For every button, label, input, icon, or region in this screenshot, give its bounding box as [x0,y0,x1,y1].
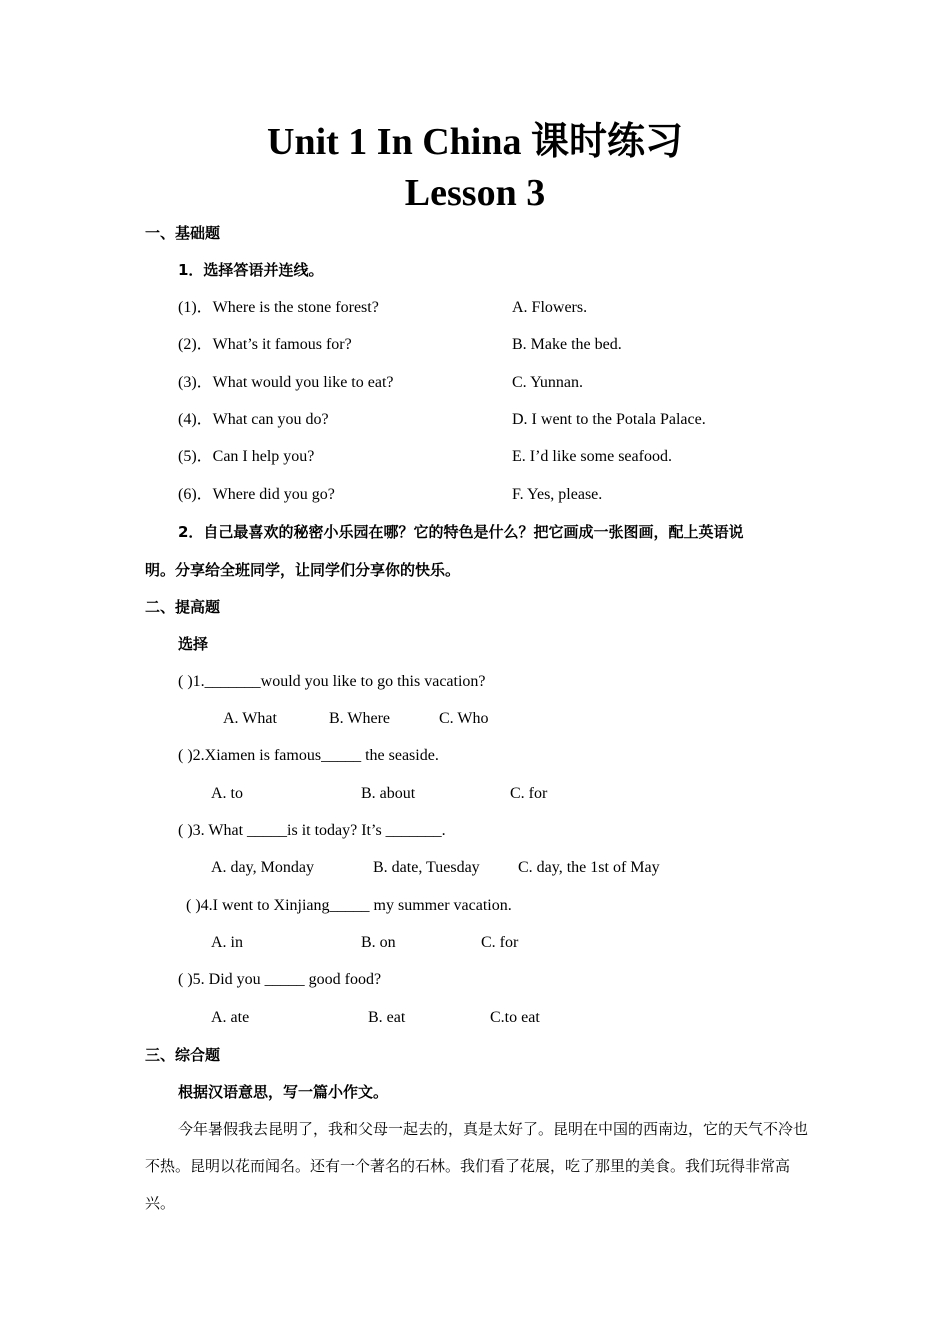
choice-option: A. to [211,785,243,802]
match-answer: F. Yes, please. [512,486,603,503]
choice-option: A. in [211,934,243,951]
match-answer: B. Make the bed. [512,336,622,353]
choice-option: C. day, the 1st of May [518,859,660,876]
choice-option: B. date, Tuesday [373,859,480,876]
choice-option: A. What [223,710,277,727]
match-question: (2)．What’s it famous for? [178,336,352,353]
choice-option: C. for [510,785,548,802]
choice-question-stem: ( )3. What _____is it today? It’s _______. [178,822,446,839]
question-2-line1: 2．自己最喜欢的秘密小乐园在哪？它的特色是什么？把它画成一张图画，配上英语说 [178,523,744,541]
match-answer: D. I went to the Potala Palace. [512,411,706,428]
match-question: (6)．Where did you go? [178,486,335,503]
question-1-prompt: 1．选择答语并连线。 [178,261,324,279]
choice-question-stem: ( )5. Did you _____ good food? [178,971,382,988]
match-question: (3)．What would you like to eat? [178,374,394,391]
composition-passage [145,1111,809,1222]
match-question: (5)．Can I help you? [178,448,315,465]
lesson-title: Lesson 3 [404,172,546,214]
choice-option: A. day, Monday [211,859,314,876]
section-heading-basic: 一、基础题 [145,224,221,242]
choice-option: C. Who [439,710,489,727]
section-heading-advanced: 二、提高题 [145,598,221,616]
choice-option: C. for [481,934,519,951]
choice-option: B. eat [368,1009,406,1026]
question-2-line2: 明。分享给全班同学，让同学们分享你的快乐。 [145,561,461,579]
choice-option: B. about [361,785,416,802]
match-question: (1)．Where is the stone forest? [178,299,379,316]
choice-question-stem: ( )2.Xiamen is famous_____ the seaside. [178,747,439,764]
choice-option: A. ate [211,1009,250,1026]
match-answer: A. Flowers. [512,299,588,316]
match-answer: C. Yunnan. [512,374,583,391]
worksheet-title: Unit 1 In China 课时练习 [267,121,683,163]
choice-subheading: 选择 [178,635,209,653]
choice-option: B. on [361,934,396,951]
match-question: (4)．What can you do? [178,411,329,428]
section-heading-comprehensive: 三、综合题 [145,1046,221,1064]
passage-text: 今年暑假我去昆明了，我和父母一起去的，真是太好了。昆明在中国的西南边，它的天气不冷也不热。昆明以花而闻名。还有一个著名的石林。我们看了花展，吃了那里的美食。我们玩得非常高兴。 [145,1120,809,1212]
choice-question-stem: ( )1._______would you like to go this vacation? [178,673,486,690]
choice-option: C.to eat [490,1009,540,1026]
choice-question-stem: ( )4.I went to Xinjiang_____ my summer vacation. [186,897,512,914]
choice-option: B. Where [329,710,391,727]
match-answer: E. I’d like some seafood. [512,448,672,465]
composition-prompt: 根据汉语意思，写一篇小作文。 [178,1083,389,1101]
